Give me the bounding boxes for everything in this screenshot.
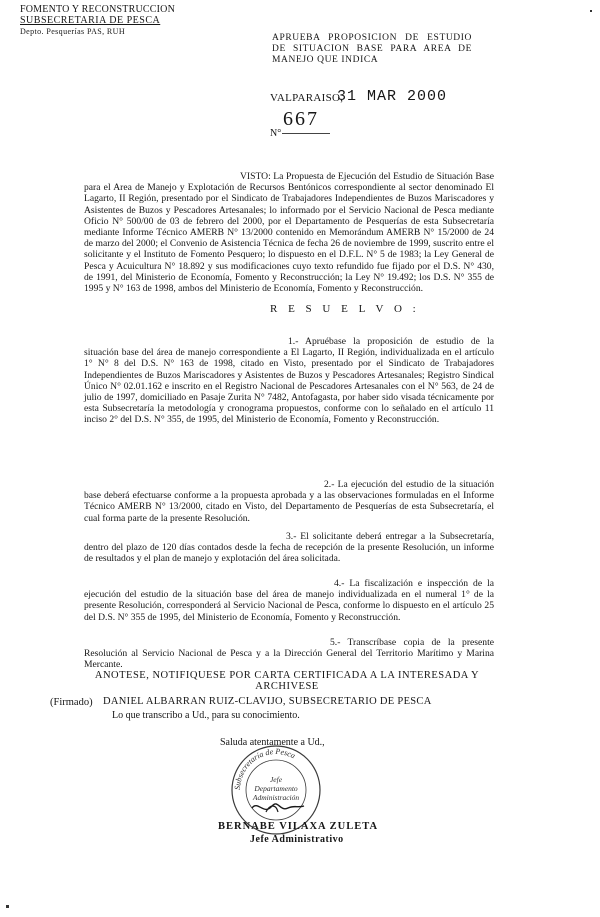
resolution-point-4: 4.- La fiscalización e inspección de la ejecución del estudio de la situación base del área de manejo individualizada en el numeral 1° de la presente Resolución, corresponderá al Servicio Nacional de Pesca, conforme lo dispuesto en el artículo 25 del D.S. N° 355 de 1995, del Ministerio de Economía, Fomento y Reconstrucción. — [84, 578, 494, 623]
resolution-point-2: 2.- La ejecución del estudio de la situación base deberá efectuarse conforme a la propuesta aprobada y a las observaciones formuladas en el Informe Técnico AMERB N° 13/2000, citado en Visto, del Departamento de Pesquerías de esta Subsecretaría, el cual forma parte de la presente Resolución. — [84, 479, 494, 524]
resolution-point-1: 1.- Apruébase la proposición de estudio de la situación base del área de manejo correspondiente a El Lagarto, II Región, individualizada en el artículo 1° N° 8 del D.S. N° 163 de 1998, citado en Visto, presentado por el Sindicato de Trabajadores Independientes de Buzos Mariscadores y Asistentes de Buzos y Pescadores Artesanales; Registro Sindical Único N° 02.01.162 e inscrito en el Registro Nacional de Pescadores Artesanales con el N° 563, de 24 de julio de 1997, domiciliado en Pasaje Zurita N° 7482, Antofagasta, por haber sido visada técnicamente por esta Subsecretaría la metodología y cronograma propuestos, conforme con lo señalado en el artículo 11 inciso 2° del D.S. N° 355, de 1995, del Ministerio de Economía, Fomento y Reconstrucción. — [84, 336, 494, 426]
closing-formula — [78, 670, 496, 692]
place-label: VALPARAISO, — [270, 92, 344, 104]
signatory-name: BERNABE VILAXA ZULETA — [218, 821, 379, 832]
handwritten-signature — [252, 804, 304, 810]
seal-line-1: Jefe — [269, 775, 283, 784]
document-subject: APRUEBA PROPOSICION DE ESTUDIO DE SITUACION BASE PARA AREA DE MANEJO QUE INDICA — [272, 33, 472, 65]
visto-paragraph: VISTO: La Propuesta de Ejecución del Estudio de Situación Base para el Area de Manejo y Explotación de Recursos Bentónicos correspondiente al sector denominado El Lagarto, II Región, presentado por el Sindicato de Trabajadores Independientes de Buzos Mariscadores y Asistentes de Buzos y Pescadores Artesanales; lo informado por el Servicio Nacional de Pesca mediante Oficio N° 500/00 de 03 de febrero del 2000, por el Departamento de Pesquerías de esta Subsecretaría mediante Informe Técnico AMERB N° 13/2000 contenido en Memorándum AMERB N° 15/2000 de 24 de marzo del 2000; el Convenio de Asistencia Técnica de fecha 26 de noviembre de 1999, suscrito entre el solicitante y el Instituto de Fomento Pesquero; lo dispuesto en el D.F.L. N° 5 de 1983; la Ley General de Pesca y Acuicultura N° 18.892 y sus modificaciones cuyo texto refundido fue fijado por el D.S. N° 430, de 1991, del Ministerio de Economía, Fomento y Reconstrucción; la Ley N° 19.492; los D.S. N° 355 de 1995 y N° 163 de 1998, ambos del Ministerio de Economía, Fomento y Reconstrucción. — [84, 171, 494, 295]
letterhead-subsecretaria: SUBSECRETARIA DE PESCA — [20, 15, 161, 26]
salutation: Saluda atentamente a Ud., — [220, 737, 325, 748]
letterhead — [20, 4, 175, 37]
signed-label: (Firmado) — [50, 697, 93, 708]
signed-by: DANIEL ALBARRAN RUIZ-CLAVIJO, SUBSECRETARIO DE PESCA — [103, 696, 432, 707]
signatory-title: Jefe Administrativo — [250, 834, 344, 845]
seal-line-3: Administración — [252, 793, 300, 802]
resolution-number: 667 — [283, 108, 319, 130]
resolution-point-5: 5.- Transcríbase copia de la presente Resolución al Servicio Nacional de Pesca y a la Dirección General del Territorio Marítimo y Marina Mercante. — [84, 637, 494, 671]
letterhead-ministry: FOMENTO Y RECONSTRUCCION — [20, 4, 176, 15]
number-underline — [282, 133, 330, 134]
seal-line-2: Departamento — [254, 784, 298, 793]
number-label: N° — [270, 128, 282, 139]
resolution-point-3: 3.- El solicitante deberá entregar a la Subsecretaría, dentro del plazo de 120 días contados desde la fecha de recepción de la presente Resolución, un informe de resultados y el plan de manejo y explotación del área solicitada. — [84, 531, 494, 565]
date-stamp: 31 MAR 2000 — [337, 88, 448, 105]
resuelvo-heading: R E S U E L V O : — [270, 303, 420, 315]
transcription-note: Lo que transcribo a Ud., para su conocimiento. — [112, 710, 300, 721]
closing-line-1: ANOTESE, NOTIFIQUESE POR CARTA CERTIFICADA A LA INTERESADA Y — [94, 670, 480, 681]
seal-ring-text: Subsecretaría de Pesca — [232, 746, 297, 791]
scan-speck — [590, 10, 592, 12]
scan-speck — [6, 905, 9, 908]
closing-line-2: ARCHIVESE — [255, 681, 319, 692]
letterhead-department: Depto. Pesquerías PAS, RUH — [20, 27, 125, 36]
